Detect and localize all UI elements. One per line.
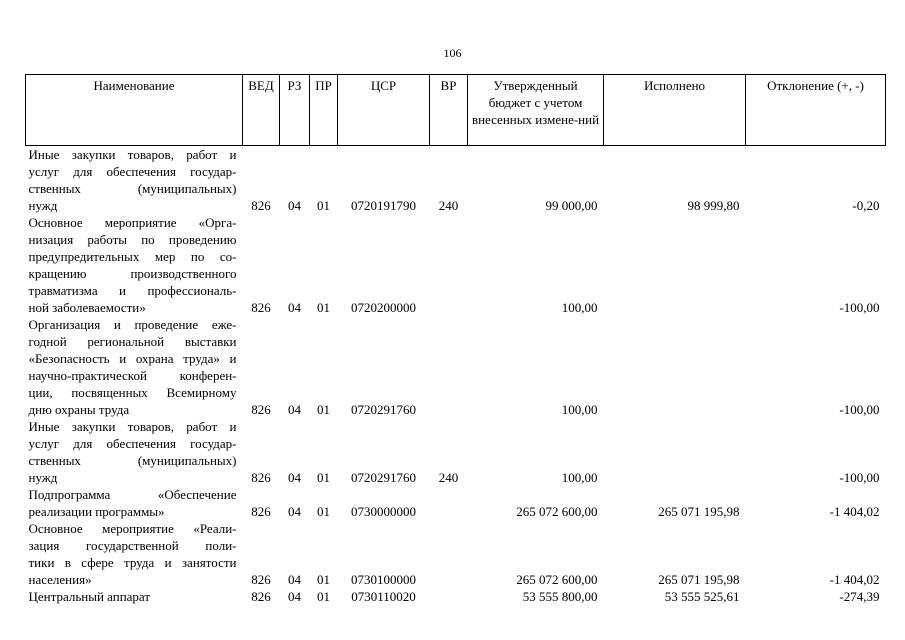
budget-execution-table [25,74,886,605]
cell-ved: 826 [251,504,271,519]
cell-vr: 240 [438,198,459,213]
name-line: ной заболеваемости» [28,300,146,315]
header-budget: Утвержденный бюджет с учетом внесенных измене-ний [468,75,604,146]
name-line: Основное мероприятие «Орга- [28,215,237,230]
cell-rz: 04 [288,198,301,213]
header-ved: ВЕД [243,75,280,146]
cell-deviation: -100,00 [839,470,880,485]
cell-csr: 0720191790 [351,198,416,213]
cell-ved: 826 [251,589,271,604]
name-line: Подпрограмма «Обеспечение [28,487,237,502]
name-line: Иные закупки товаров, работ и [28,419,237,434]
cell-name [26,520,243,588]
cell-name [26,316,243,418]
cell-deviation: -1 404,02 [829,504,880,519]
cell-budget: 100,00 [561,300,598,315]
cell-pr: 01 [317,198,330,213]
budget-table-container [25,74,885,605]
name-line: «Безопасность и охрана труда» и [28,351,237,366]
cell-budget: 100,00 [561,402,598,417]
cell-pr: 01 [317,572,330,587]
header-name: Наименование [26,75,243,146]
name-line: дню охраны труда [28,402,130,417]
cell-csr: 0730100000 [351,572,416,587]
cell-rz: 04 [288,300,301,315]
cell-ved: 826 [251,198,271,213]
cell-csr: 0730000000 [351,504,416,519]
cell-vr [430,520,468,588]
cell-rz: 04 [288,402,301,417]
cell-ved: 826 [251,300,271,315]
cell-pr: 01 [317,300,330,315]
name-line: тики в сфере труда и занятости [28,555,237,570]
cell-budget: 265 072 600,00 [516,572,598,587]
cell-rz: 04 [288,589,301,604]
cell-budget: 53 555 800,00 [522,589,598,604]
name-line: кращению производственного [28,266,237,281]
cell-done [604,418,746,486]
name-line: научно-практической конферен- [28,368,237,383]
cell-done: 265 071 195,98 [658,504,740,519]
cell-done: 265 071 195,98 [658,572,740,587]
cell-deviation: -1 404,02 [829,572,880,587]
cell-done: 98 999,80 [687,198,740,213]
cell-rz: 04 [288,504,301,519]
name-line: низация работы по проведению [28,232,237,247]
cell-done: 53 555 525,61 [664,589,740,604]
header-pr: ПР [310,75,338,146]
cell-vr [430,588,468,605]
table-row [26,146,886,215]
name-line: реализации программы» [28,504,165,519]
cell-deviation: -100,00 [839,300,880,315]
name-line: зация государственной поли- [28,538,237,553]
name-line: Иные закупки товаров, работ и [28,147,237,162]
cell-name [26,214,243,316]
cell-rz: 04 [288,470,301,485]
cell-ved: 826 [251,572,271,587]
table-row [26,418,886,486]
table-row [26,214,886,316]
name-line: Основное мероприятие «Реали- [28,521,237,536]
name-line: предупредительных мер по со- [28,249,237,264]
name-line: Организация и проведение еже- [28,317,237,332]
name-line: годной региональной выставки [28,334,237,349]
cell-done [604,214,746,316]
cell-csr: 0720291760 [351,402,416,417]
cell-vr [430,316,468,418]
table-row [26,316,886,418]
cell-deviation: -274,39 [839,589,880,604]
cell-done [604,316,746,418]
cell-pr: 01 [317,504,330,519]
cell-csr: 0720291760 [351,470,416,485]
table-row [26,588,886,605]
page-number: 106 [443,46,462,60]
cell-name [26,418,243,486]
header-vr: ВР [430,75,468,146]
name-line: услуг для обеспечения государ- [28,436,237,451]
cell-vr [430,214,468,316]
cell-budget: 100,00 [561,470,598,485]
name-line: ции, посвященных Всемирному [28,385,237,400]
table-body [26,146,886,606]
cell-csr: 0720200000 [351,300,416,315]
cell-pr: 01 [317,402,330,417]
cell-ved: 826 [251,470,271,485]
cell-name [26,486,243,520]
name-line: ственных (муниципальных) [28,181,237,196]
cell-pr: 01 [317,589,330,604]
cell-rz: 04 [288,572,301,587]
table-row [26,520,886,588]
cell-budget: 265 072 600,00 [516,504,598,519]
cell-pr: 01 [317,470,330,485]
cell-budget: 99 000,00 [545,198,598,213]
cell-name [26,588,243,605]
cell-vr [430,486,468,520]
cell-deviation: -0,20 [852,198,880,213]
cell-vr: 240 [438,470,459,485]
header-done: Исполнено [604,75,746,146]
cell-csr: 0730110020 [351,589,416,604]
name-line: Центральный аппарат [28,589,151,604]
name-line: нужд [28,198,58,213]
cell-name [26,146,243,215]
header-deviation: Отклонение (+, -) [746,75,886,146]
cell-ved: 826 [251,402,271,417]
header-rz: РЗ [280,75,310,146]
name-line: ственных (муниципальных) [28,453,237,468]
name-line: услуг для обеспечения государ- [28,164,237,179]
table-row [26,486,886,520]
header-csr: ЦСР [338,75,430,146]
cell-deviation: -100,00 [839,402,880,417]
name-line: нужд [28,470,58,485]
name-line: травматизма и профессиональ- [28,283,237,298]
table-header [26,75,886,146]
name-line: населения» [28,572,92,587]
